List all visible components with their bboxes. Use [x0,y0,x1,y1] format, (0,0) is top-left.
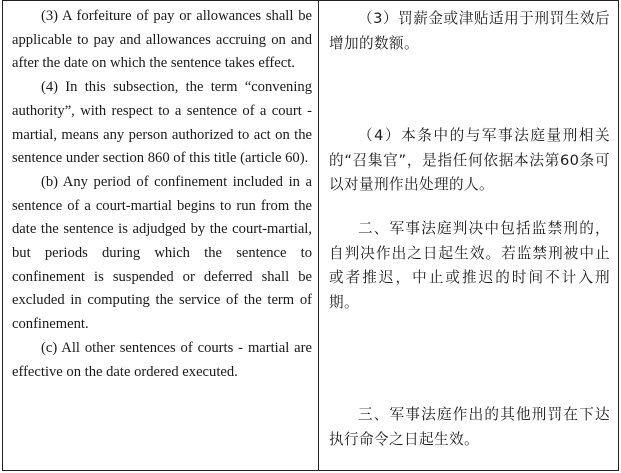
bilingual-table [2,0,619,471]
english-paragraph-other-sentences: (c) All other sentences of courts - martial are effective on the date ordered executed. [12,339,312,380]
english-paragraph-confinement: (b) Any period of confinement included in a sentence of a court-martial begins to run from the date the sentence is adjudged by the court-martial, but periods during which the sentence to confinement is suspended or deferred shall be excluded in computing the service of the term of confinement. [12,173,312,333]
english-column [3,1,319,470]
english-paragraph-forfeiture: (3) A forfeiture of pay or allowances shall be applicable to pay and allowances accruing on and after the date on which the sentence takes effect. [12,8,312,72]
chinese-paragraph-other-sentences: 三、军事法庭作出的其他刑罚在下达执行命令之日起生效。 [329,406,610,448]
chinese-column [319,1,618,470]
english-paragraph-convening-authority: (4) In this subsection, the term “convening authority”, with respect to a sentence of a court - martial, means any person authorized to act on the sentence under section 860 of this title (article 60). [12,79,312,167]
chinese-paragraph-convening-authority: （4）本条中的与军事法庭量刑相关的“召集官”，是指任何依据本法第60条可以对量刑作出处理的人。 [329,127,610,193]
chinese-paragraph-confinement: 二、军事法庭判决中包括监禁刑的，自判决作出之日起生效。若监禁刑被中止或者推迟，中止或推迟的时间不计入刑期。 [329,220,610,311]
chinese-paragraph-forfeiture: （3）罚薪金或津贴适用于刑罚生效后增加的数额。 [329,10,610,52]
